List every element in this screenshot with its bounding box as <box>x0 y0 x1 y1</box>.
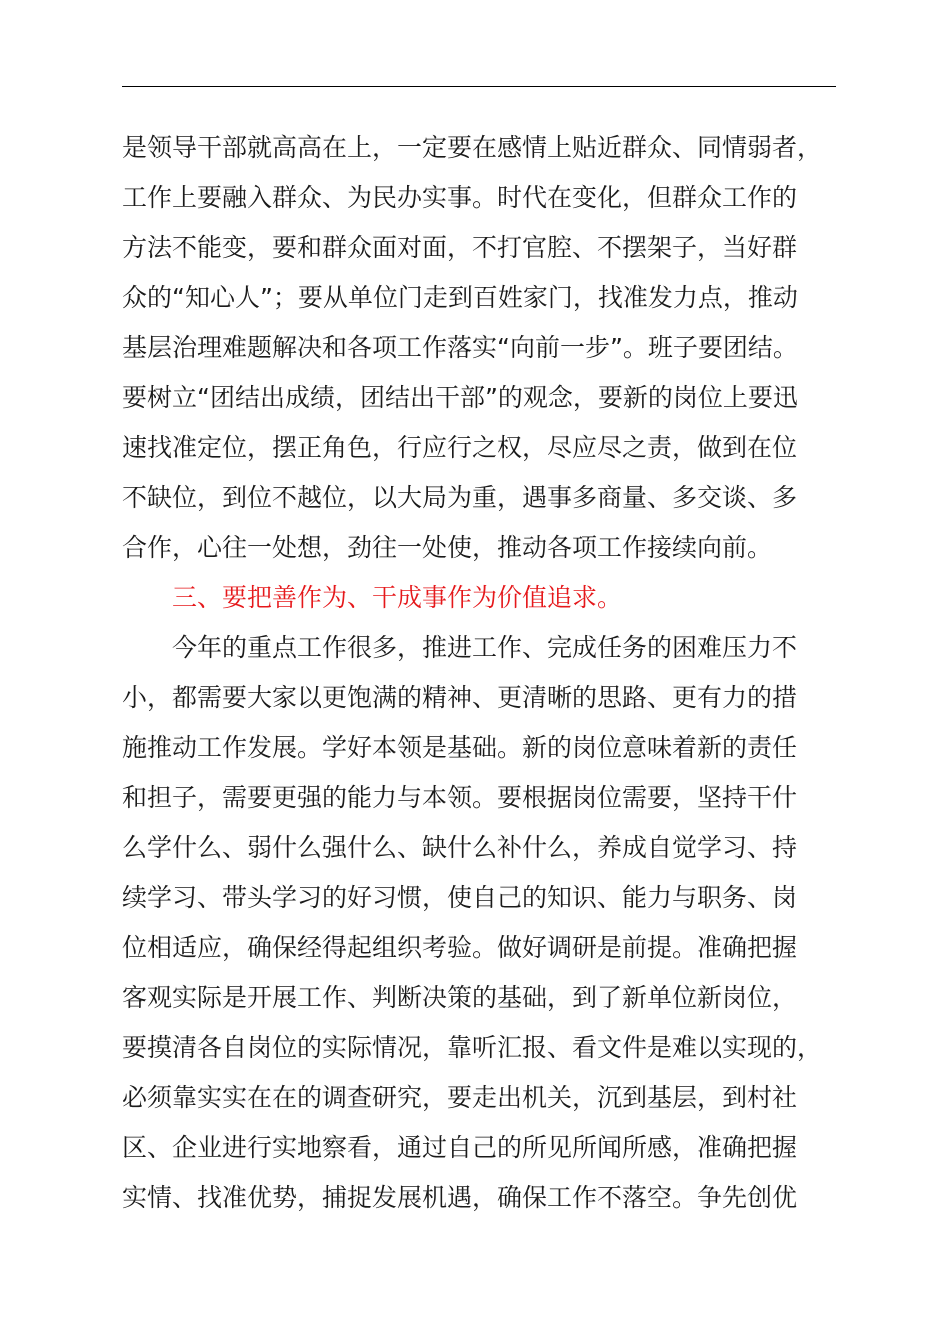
text-line: 位相适应，确保经得起组织考验。做好调研是前提。准确把握 <box>122 933 798 962</box>
text-line: 必须靠实实在在的调查研究，要走出机关，沉到基层，到村社 <box>122 1083 798 1112</box>
paragraph-first-line: 今年的重点工作很多，推进工作、完成任务的困难压力不 <box>172 633 798 662</box>
text-line: 工作上要融入群众、为民办实事。时代在变化，但群众工作的 <box>122 183 798 212</box>
text-line: 小，都需要大家以更饱满的精神、更清晰的思路、更有力的措 <box>122 683 798 712</box>
text-line: 么学什么、弱什么强什么、缺什么补什么，养成自觉学习、持 <box>122 833 798 862</box>
text-line: 实情、找准优势，捕捉发展机遇，确保工作不落空。争先创优 <box>122 1183 798 1212</box>
text-line: 方法不能变，要和群众面对面，不打官腔、不摆架子，当好群 <box>122 233 798 262</box>
text-line: 施推动工作发展。学好本领是基础。新的岗位意味着新的责任 <box>122 733 798 762</box>
text-line: 要树立“团结出成绩，团结出干部”的观念，要新的岗位上要迅 <box>122 383 798 412</box>
text-line: 基层治理难题解决和各项工作落实“向前一步”。班子要团结。 <box>122 333 798 362</box>
text-line: 速找准定位，摆正角色，行应行之权，尽应尽之责，做到在位 <box>122 433 798 462</box>
text-line: 是领导干部就高高在上，一定要在感情上贴近群众、同情弱者， <box>122 133 823 162</box>
section-heading: 三、要把善作为、干成事作为价值追求。 <box>172 583 623 612</box>
text-line: 不缺位，到位不越位，以大局为重，遇事多商量、多交谈、多 <box>122 483 798 512</box>
text-line: 和担子，需要更强的能力与本领。要根据岗位需要，坚持干什 <box>122 783 798 812</box>
header-rule <box>122 86 836 87</box>
text-line: 区、企业进行实地察看，通过自己的所见所闻所感，准确把握 <box>122 1133 798 1162</box>
text-line: 合作，心往一处想，劲往一处使，推动各项工作接续向前。 <box>122 533 773 562</box>
text-line: 要摸清各自岗位的实际情况，靠听汇报、看文件是难以实现的， <box>122 1033 823 1062</box>
text-line: 众的“知心人”；要从单位门走到百姓家门，找准发力点，推动 <box>122 283 798 312</box>
document-body <box>122 123 852 1223</box>
text-line: 客观实际是开展工作、判断决策的基础，到了新单位新岗位， <box>122 983 798 1012</box>
text-line: 续学习、带头学习的好习惯，使自己的知识、能力与职务、岗 <box>122 883 798 912</box>
